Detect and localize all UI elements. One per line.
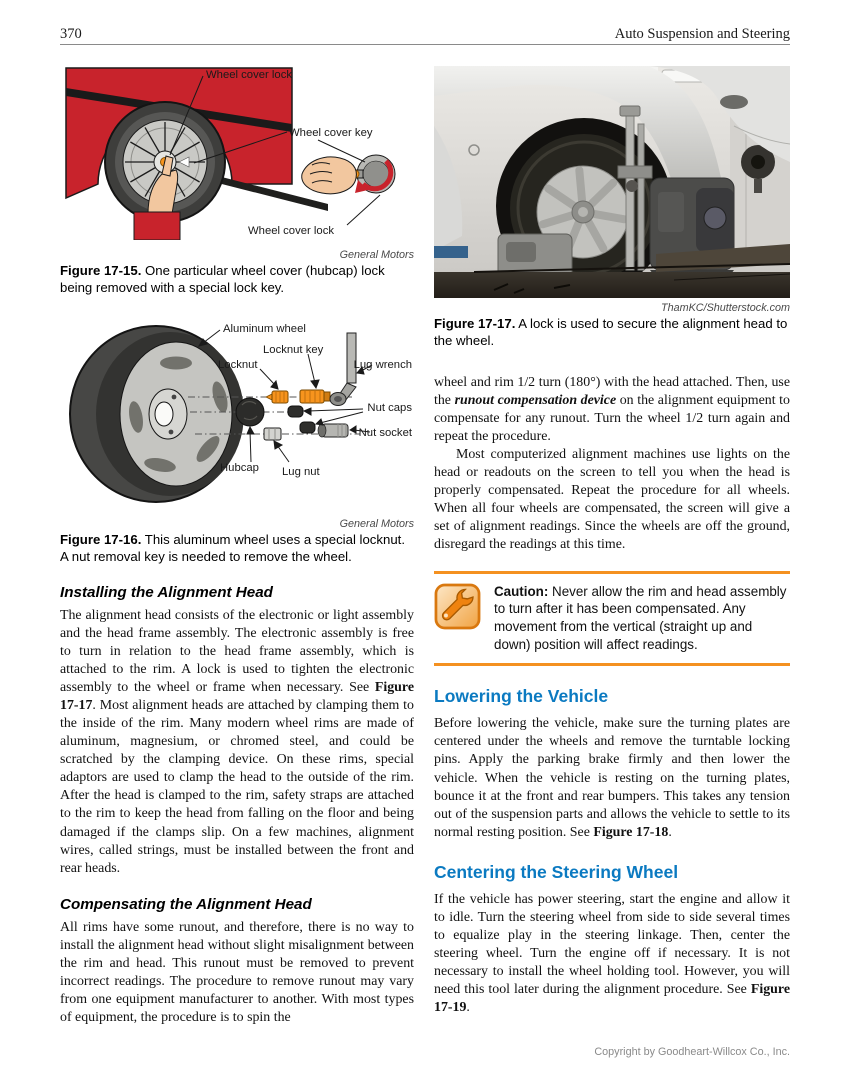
centering-paragraph — [434, 891, 790, 1018]
fig17-caption — [434, 316, 790, 350]
fig15-caption-text: One particular wheel cover (hubcap) lock being removed with a special lock key. — [60, 263, 385, 295]
fig17-caption-label: Figure 17-17. — [434, 316, 516, 331]
left-column — [60, 62, 414, 1027]
figure-17-15-illustration — [60, 62, 414, 240]
heading-compensating-alignment-head: Compensating the Alignment Head — [60, 895, 312, 913]
figure-17-19-reference: Figure 17-19 — [434, 982, 790, 1016]
fig16-wheel — [70, 326, 244, 502]
centering-text-1: If the vehicle has power steering, start the engine and allow it to idle. Turn the steering wheel from side to side several times to equalize play in the steering linkage. Then, center the steering wheel. Turn the engine off if necessary. It is not necessary to install the wheel holding tool. However, you will need this tool later during the alignment procedure. See — [434, 891, 790, 998]
fig16-caption-text: This aluminum wheel uses a special locknut. A nut removal key is needed to remove the wheel. — [60, 531, 405, 564]
fig16-caption-label: Figure 17-16. — [60, 531, 142, 547]
installing-text-2: . Most alignment heads are attached by clamping them to the inside of the rim. Many modern wheel rims are made of aluminum, magnesium, or chromed steel, and could be scratched by the clamping device. On these rims, special adaptors are used to clamp the head to the outside of the rim. After the head is clamped to the rim, safety straps are attached to the rim to keep the head from falling on the floor and being damaged if the clamps slip. On a few machines, alignment wires, called strings, must be installed between the front and rear heads. — [60, 697, 414, 876]
runout-continuation-paragraph — [434, 374, 790, 446]
fig16-label-hubcap: Hubcap — [220, 461, 259, 474]
fig15-label-key: Wheel cover key — [289, 127, 373, 139]
figure-17-17-reference: Figure 17-17 — [60, 679, 414, 713]
continuation-text-2: on the alignment equipment to compensate for any runout. Turn the wheel 1/2 turn again and repeat the procedure. — [434, 392, 790, 445]
fig16-label-locknut-key: Locknut key — [263, 343, 324, 356]
fig15-credit: General Motors — [339, 249, 414, 261]
fig15-label-bottom: Wheel cover lock — [248, 225, 335, 237]
compensating-paragraph: All rims have some runout, and therefore, there is no way to install the alignment head without slight misalignment between the rim and head. This runout must be removed to prevent incorrect readings. The procedure to remove runout may vary from one equipment manufacturer to another. With most types of equipment, the procedure is to spin the — [60, 919, 414, 1026]
fig17-caption-text: A lock is used to secure the alignment head to the wheel. — [434, 316, 788, 348]
fig16-label-nut-socket: Nut socket — [358, 426, 412, 439]
figure-17-16-illustration — [60, 319, 414, 509]
runout-compensation-device-term: runout compensation device — [454, 392, 617, 408]
copyright-notice: Copyright by Goodheart-Willcox Co., Inc. — [594, 1046, 790, 1058]
fig15-caption — [60, 263, 414, 297]
lowering-text-1: Before lowering the vehicle, make sure the turning plates are centered under the wheels and remove the turntable locking pins. Apply the parking brake firmly and then lower the vehicle. When the vehicle is resting on the turning plates, bounce it at the front and rear bumpers. This takes any tension out of the suspension parts and allows the vehicle to settle to its normal resting position. See — [434, 716, 790, 840]
right-column — [434, 66, 790, 1017]
fig16-label-nut-caps: Nut caps — [367, 401, 412, 414]
caution-text — [494, 583, 790, 654]
figure-17-18-reference: Figure 17-18 — [593, 824, 669, 840]
fig15-caption-label: Figure 17-15. — [60, 263, 142, 278]
header-rule — [60, 44, 790, 45]
caution-body: Never allow the rim and head assembly to turn after it has been compensated. Any movement from the vertical (straight up and down) position will affect readings. — [494, 583, 787, 652]
fig15-key-and-hand — [302, 155, 395, 194]
fig16-label-locknut: Locknut — [218, 358, 258, 371]
fig17-credit: ThamKC/Shutterstock.com — [660, 302, 790, 314]
heading-lowering-the-vehicle: Lowering the Vehicle — [434, 686, 609, 707]
heading-centering-the-steering-wheel: Centering the Steering Wheel — [434, 861, 679, 882]
running-head — [60, 26, 790, 43]
fig15-label-top: Wheel cover lock — [206, 69, 293, 81]
wrench-icon — [434, 583, 481, 630]
fig16-label-lug-nut: Lug nut — [282, 465, 320, 478]
computerized-machines-paragraph: Most computerized alignment machines use lights on the head or readouts on the screen to tell you when the head is properly compensated. Repeat the procedure for all wheels. When all four wheels are compensated, the screen will give a set of alignment readings. Since the wheels are off the ground, disregard the readings at this time. — [434, 447, 790, 553]
continuation-text-1: wheel and rim 1/2 turn (180°) with the head attached. Then, use the — [434, 374, 790, 408]
installing-text-1: The alignment head consists of the electronic or light assembly and the head frame assembly. The electronic assembly is free to turn in relation to the head frame assembly, which is attached to the rim. A lock is used to tighten the electronic assembly to the wheel or frame when necessary. See — [60, 607, 414, 695]
lowering-text-2: . — [668, 824, 672, 840]
fig16-credit: General Motors — [339, 517, 414, 530]
installing-paragraph — [60, 607, 414, 878]
running-head-title: Auto Suspension and Steering — [614, 26, 790, 42]
caution-box — [434, 571, 790, 667]
fig16-caption — [60, 532, 414, 566]
lowering-paragraph — [434, 715, 790, 842]
caution-label: Caution: — [494, 583, 549, 599]
fig16-label-aluminum-wheel: Aluminum wheel — [223, 322, 306, 335]
fig16-label-lug-wrench: Lug wrench — [353, 358, 412, 371]
heading-installing-alignment-head: Installing the Alignment Head — [60, 583, 273, 601]
figure-17-17-photo — [434, 66, 790, 298]
page-number: 370 — [60, 26, 82, 42]
centering-text-2: . — [466, 1000, 470, 1016]
